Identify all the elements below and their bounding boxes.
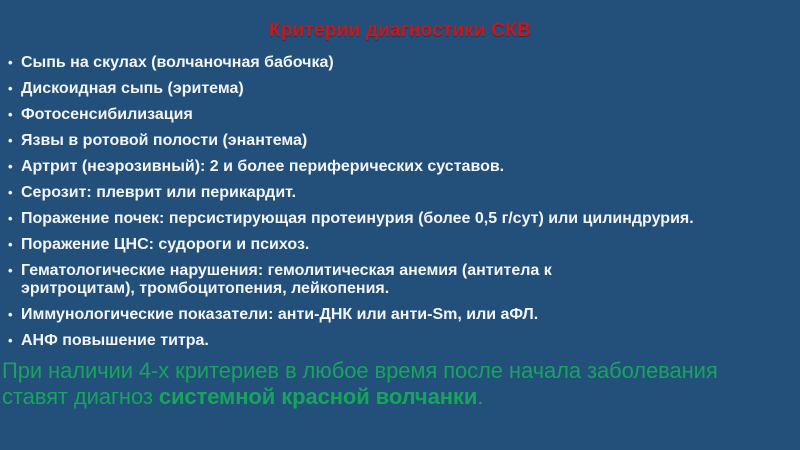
bullet-icon: • <box>8 237 13 252</box>
bullet-icon: • <box>8 307 13 322</box>
bullet-icon: • <box>8 159 13 174</box>
list-item <box>8 132 796 150</box>
list-item-text: Фотосенсибилизация <box>21 106 193 123</box>
list-item-text: Иммунологические показатели: анти-ДНК или анти-Sm, или аФЛ. <box>21 306 539 323</box>
conclusion-line1: При наличии 4-х критериев в любое время после начала заболевания <box>2 358 718 383</box>
criteria-list <box>0 54 800 350</box>
bullet-icon: • <box>8 133 13 148</box>
list-item <box>8 54 796 72</box>
list-item-text: Поражение ЦНС: судороги и психоз. <box>21 236 310 253</box>
list-item-text: эритроцитам), тромбоцитопения, лейкопения. <box>21 280 390 297</box>
list-item-text: Язвы в ротовой полости (энантема) <box>21 132 308 149</box>
list-item <box>8 306 796 324</box>
list-item <box>8 184 796 202</box>
list-item-text: Гематологические нарушения: гемолитическая анемия (антитела к <box>21 262 552 279</box>
bullet-icon: • <box>8 55 13 70</box>
bullet-icon: • <box>8 107 13 122</box>
list-item <box>8 80 796 98</box>
list-item <box>8 158 796 176</box>
bullet-icon: • <box>8 211 13 226</box>
list-item <box>8 236 796 254</box>
list-item-text: Серозит: плеврит или перикардит. <box>21 184 297 201</box>
bullet-icon: • <box>8 81 13 96</box>
list-item-text: Артрит (неэрозивный): 2 и более периферических суставов. <box>21 158 505 175</box>
list-item-text: Сыпь на скулах (волчаночная бабочка) <box>21 54 334 71</box>
list-item <box>8 262 796 298</box>
list-item-text: АНФ повышение титра. <box>21 332 209 349</box>
conclusion-text <box>2 358 800 410</box>
list-item <box>8 332 796 350</box>
slide-title: Критерии диагностики СКВ <box>269 20 531 41</box>
list-item <box>8 210 796 228</box>
conclusion-line2-prefix: ставят диагноз <box>2 384 159 409</box>
bullet-icon: • <box>8 185 13 200</box>
list-item-text: Дискоидная сыпь (эритема) <box>21 80 244 97</box>
list-item <box>8 106 796 124</box>
conclusion-line2-suffix: . <box>477 384 484 409</box>
conclusion-line2 <box>2 384 800 410</box>
list-item-text: Поражение почек: персистирующая протеинурия (более 0,5 г/сут) или цилиндрурия. <box>21 210 694 227</box>
conclusion-highlight: системной красной волчанки <box>158 384 478 409</box>
bullet-icon: • <box>8 263 13 278</box>
bullet-icon: • <box>8 333 13 348</box>
